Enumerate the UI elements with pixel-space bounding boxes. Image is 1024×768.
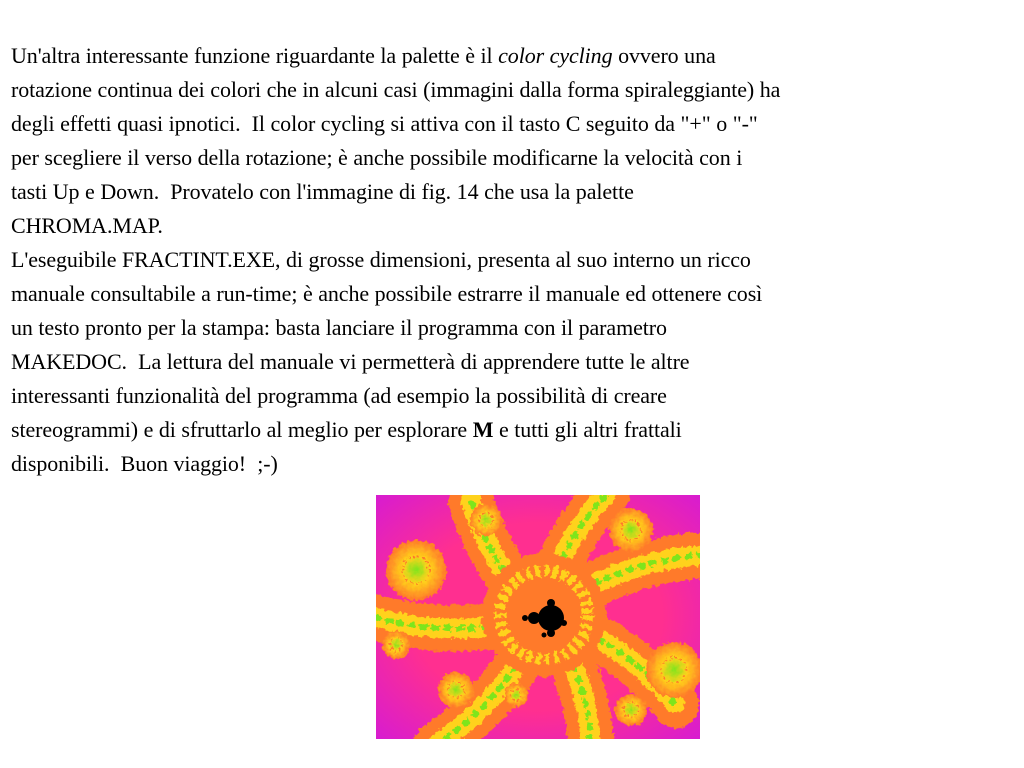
fractal-spiral	[609, 508, 653, 552]
text-line: degli effetti quasi ipnotici. Il color cycling si attiva con il tasto C seguito da "+" o "-"	[11, 111, 758, 136]
fractal-spiral	[470, 504, 502, 536]
fractal-spiral	[615, 694, 647, 726]
mandelbrot-bulb	[561, 620, 567, 626]
fractal-spiral	[438, 672, 474, 708]
mandelbrot-bulb	[528, 612, 540, 624]
text-line: CHROMA.MAP.	[11, 213, 163, 238]
text-line: L'eseguibile FRACTINT.EXE, di grosse dimensioni, presenta al suo interno un ricco	[11, 247, 751, 272]
text-line: stereogrammi) e di sfruttarlo al meglio per esplorare M e tutti gli altri frattali	[11, 417, 682, 442]
mandelbrot-bulb	[522, 615, 528, 621]
text-line: interessanti funzionalità del programma (ad esempio la possibilità di creare	[11, 383, 667, 408]
mandelbrot-bulb	[547, 629, 555, 637]
text-line: MAKEDOC. La lettura del manuale vi permetterà di apprendere tutte le altre	[11, 349, 690, 374]
mandelbrot-cardioid	[538, 605, 564, 631]
fractal-spiral	[504, 683, 528, 707]
fractal-spiral	[382, 631, 410, 659]
mandelbrot-bulb	[547, 599, 555, 607]
emphasis-color-cycling: color cycling	[498, 43, 613, 68]
fractal-illustration	[376, 495, 700, 739]
bold-m: M	[472, 417, 494, 442]
text-line: Un'altra interessante funzione riguardante la palette è il color cycling ovvero una	[11, 43, 716, 68]
mandelbrot-bulb	[542, 633, 547, 638]
text-line: per scegliere il verso della rotazione; è anche possibile modificarne la velocità con i	[11, 145, 743, 170]
text-line: tasti Up e Down. Provatelo con l'immagine di fig. 14 che usa la palette	[11, 179, 634, 204]
text-line: manuale consultabile a run-time; è anche possibile estrarre il manuale ed ottenere così	[11, 281, 763, 306]
body-text	[11, 39, 1016, 481]
fractal-image	[376, 495, 700, 739]
text-line: un testo pronto per la stampa: basta lanciare il programma con il parametro	[11, 315, 667, 340]
text-line: rotazione continua dei colori che in alcuni casi (immagini dalla forma spiraleggiante) ha	[11, 77, 781, 102]
fractal-spiral	[646, 642, 700, 698]
text-line: disponibili. Buon viaggio! ;-)	[11, 451, 278, 476]
fractal-spiral	[386, 540, 446, 600]
